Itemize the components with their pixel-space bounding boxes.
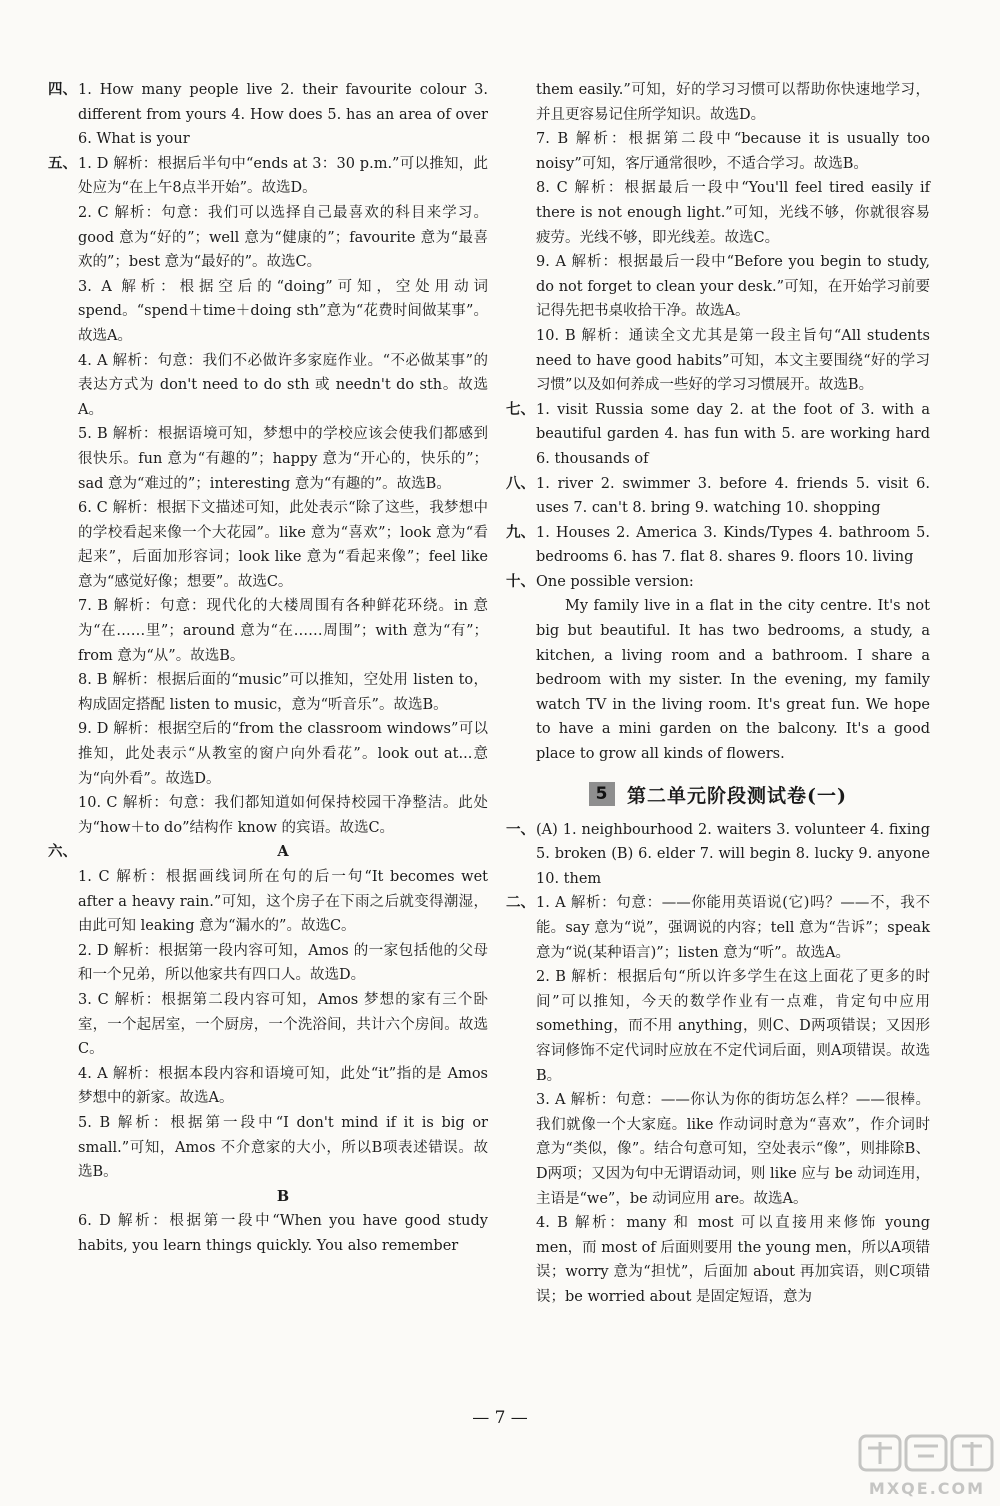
section-answers bbox=[506, 818, 930, 892]
answer-continuation: them easily.”可知，好的学习习惯可以帮助你快速地学习，并且更容易记住所学知识。故选D。 bbox=[536, 82, 930, 123]
answer-item: 10. B 解析：通读全文尤其是第一段主旨句“All students need to have good habits”可知，本文主要围绕“好的学习习惯”以及如何养成一些好的学习习惯展开。故选B。 bbox=[536, 327, 930, 394]
answer-item: 3. A 解析：句意：——你认为你的街坊怎么样？——很棒。我们就像一个大家庭。like 作动词时意为“喜欢”，作介词时意为“类似，像”。结合句意可知，空处表示“像”，则排除B、D两项；又因为句中无谓语动词，则 like 应与 be 动词连用，主语是“we”，be 动词应用 are。故选A。 bbox=[536, 1092, 930, 1207]
passage-label: A bbox=[277, 843, 289, 861]
answer-item: 4. A 解析：句意：我们不必做许多家庭作业。“不必做某事”的表达方式为 don't need to do sth 或 needn't do sth。故选A。 bbox=[78, 352, 488, 418]
answer-item: 8. C 解析：根据最后一段中“You'll feel tired easily if there is not enough light.”可知，光线不够，你就很容易疲劳。光线不够，即光线差。故选C。 bbox=[536, 180, 930, 246]
answer-item: 2. B 解析：根据后句“所以许多学生在这上面花了更多的时间”可以推知，今天的数学作业有一点难，肯定句中应用 something，而不用 anything，则C、D两项错误；又因形容词修饰不定代词时应放在不定代词后面，则A项错误。故选B。 bbox=[536, 969, 930, 1084]
answer-item: 7. B 解析：句意：现代化的大楼周围有各种鲜花环绕。in 意为“在……里”；around 意为“在……周围”；with 意为“有”；from 意为“从”。故选B。 bbox=[78, 598, 488, 664]
section-text: (A) 1. neighbourhood 2. waiters 3. volunteer 4. fixing 5. broken (B) 6. elder 7. will begin 8. lucky 9. anyone 10. them bbox=[536, 821, 930, 887]
answer-item: 3. C 解析：根据第二段内容可知，Amos 梦想的家有三个卧室，一个起居室，一个厨房，一个洗浴间，共计六个房间。故选C。 bbox=[78, 991, 488, 1058]
section-answers bbox=[506, 891, 930, 965]
section-answers bbox=[506, 570, 930, 595]
section-text: One possible version: bbox=[536, 573, 694, 590]
section-text: 1. How many people live 2. their favourite colour 3. different from yours 4. How does 5. has an area of over 6. What is your bbox=[78, 82, 488, 148]
answer-item: 7. B 解析：根据第二段中“because it is usually too noisy”可知，客厅通常很吵，不适合学习。故选B。 bbox=[536, 131, 930, 172]
section-answers bbox=[506, 472, 930, 521]
section-text: 1. Houses 2. America 3. Kinds/Types 4. bathroom 5. bedrooms 6. has 7. flat 8. shares 9. floors 10. living bbox=[536, 524, 930, 566]
svg-text:MXQE.COM: MXQE.COM bbox=[868, 1479, 986, 1498]
answer-item: 4. B 解析：many 和 most 可以直接用来修饰 young men，而 most of 后面则要用 the young men，所以A项错误；worry 意为“担忧”，后面加 about 再加宾语，则C项错误；be worried about 是固定短语，意为 bbox=[536, 1215, 930, 1305]
passage-label: B bbox=[276, 1187, 290, 1205]
section-number: 一、 bbox=[506, 820, 535, 838]
answer-item: 4. A 解析：根据本段内容和语境可知，此处“it”指的是 Amos 梦想中的新家。故选A。 bbox=[78, 1065, 488, 1107]
section-number: 四、 bbox=[48, 81, 77, 98]
page-number: — 7 — bbox=[472, 1408, 528, 1428]
section-number: 十、 bbox=[506, 572, 535, 590]
answer-item: 10. C 解析：句意：我们都知道如何保持校园干净整洁。此处为“how＋to do”结构作 know 的宾语。故选C。 bbox=[78, 795, 488, 836]
answer-item: 2. D 解析：根据第一段内容可知，Amos 的一家包括他的父母和一个兄弟，所以他家共有四口人。故选D。 bbox=[78, 942, 488, 984]
model-essay: My family live in a flat in the city centre. It's not big but beautiful. It has two bedrooms, a study, a kitchen, a living room and a bathroom. I share a bedroom with my sister. In the evening, my family watch TV in the living room. It's great fun. We hope to have a mini garden on the balcony. It's a good place to grow all kinds of flowers. bbox=[536, 598, 930, 763]
unit-title bbox=[506, 781, 930, 808]
section-answers bbox=[506, 521, 930, 570]
section-answers bbox=[48, 78, 488, 152]
right-column bbox=[506, 78, 930, 1310]
answer-item: 8. B 解析：根据后面的“music”可以推知，空处用 listen to，构成固定搭配 listen to music，意为“听音乐”。故选B。 bbox=[78, 672, 488, 713]
answer-item: 5. B 解析：根据语境可知，梦想中的学校应该会使我们都感到很快乐。fun 意为“有趣的”；happy 意为“开心的，快乐的”；sad 意为“难过的”；interesting 意为“有趣的”。故选B。 bbox=[78, 426, 488, 492]
answer-item: 6. C 解析：根据下文描述可知，此处表示“除了这些，我梦想中的学校看起来像一个大花园”。like 意为“喜欢”；look 意为“看起来”，后面加形容词；look like 意为“看起来像”；feel like 意为“感觉好像；想要”。故选C。 bbox=[78, 500, 488, 590]
answer-item: 6. D 解析：根据第一段中“When you have good study habits, you learn things quickly. You also remember bbox=[78, 1213, 488, 1254]
left-column bbox=[48, 78, 488, 1259]
answer-item: 2. C 解析：句意：我们可以选择自己最喜欢的科目来学习。good 意为“好的”；well 意为“健康的”；favourite 意为“最喜欢的”；best 意为“最好的”。故选C。 bbox=[78, 204, 488, 271]
section-answers bbox=[48, 152, 488, 201]
watermark-logo-icon bbox=[858, 1432, 996, 1502]
section-text: 1. river 2. swimmer 3. before 4. friends 5. visit 6. uses 7. can't 8. bring 9. watching 10. shopping bbox=[536, 475, 930, 517]
answer-item: 1. C 解析：根据画线词所在句的后一句“It becomes wet after a heavy rain.”可知，这个房子在下雨之后就变得潮湿，由此可知 leaking 意为“漏水的”。故选C。 bbox=[78, 869, 488, 935]
unit-title-text: 第二单元阶段测试卷(一) bbox=[627, 784, 847, 807]
unit-badge: 5 bbox=[589, 782, 615, 806]
section-text: 1. A 解析：句意：——你能用英语说(它)吗？——不，我不能。say 意为“说”，强调说的内容；tell 意为“告诉”；speak 意为“说(某种语言)”；listen 意为“听”。故选A。 bbox=[536, 895, 930, 961]
section-text: 1. visit Russia some day 2. at the foot of 3. with a beautiful garden 4. has fun with 5. are working hard 6. thousands of bbox=[536, 401, 930, 467]
answer-item: 9. A 解析：根据最后一段中“Before you begin to study, do not forget to clean your desk.”可知，在开始学习前要记得先把书桌收拾干净。故选A。 bbox=[536, 254, 930, 320]
section-number: 八、 bbox=[506, 474, 535, 492]
section-number: 二、 bbox=[506, 894, 535, 912]
section-number: 九、 bbox=[506, 523, 535, 541]
section-text: 1. D 解析：根据后半句中“ends at 3：30 p.m.”可以推知，此处应为“在上午8点半开始”。故选D。 bbox=[78, 155, 488, 197]
section-number: 六、 bbox=[48, 843, 77, 861]
answer-item: 9. D 解析：根据空后的“from the classroom windows”可以推知，此处表示“从教室的窗户向外看花”。look out at...意为“向外看”。故选D。 bbox=[78, 721, 488, 787]
section-number: 五、 bbox=[48, 154, 77, 172]
section-answers bbox=[506, 398, 930, 472]
answer-item: 3. A 解析：根据空后的“doing”可知，空处用动词 spend。“spend＋time＋doing sth”意为“花费时间做某事”。故选A。 bbox=[78, 278, 488, 344]
section-number: 七、 bbox=[506, 400, 535, 418]
answer-item: 5. B 解析：根据第一段中“I don't mind if it is big or small.”可知，Amos 不介意家的大小，所以B项表述错误。故选B。 bbox=[78, 1114, 488, 1181]
